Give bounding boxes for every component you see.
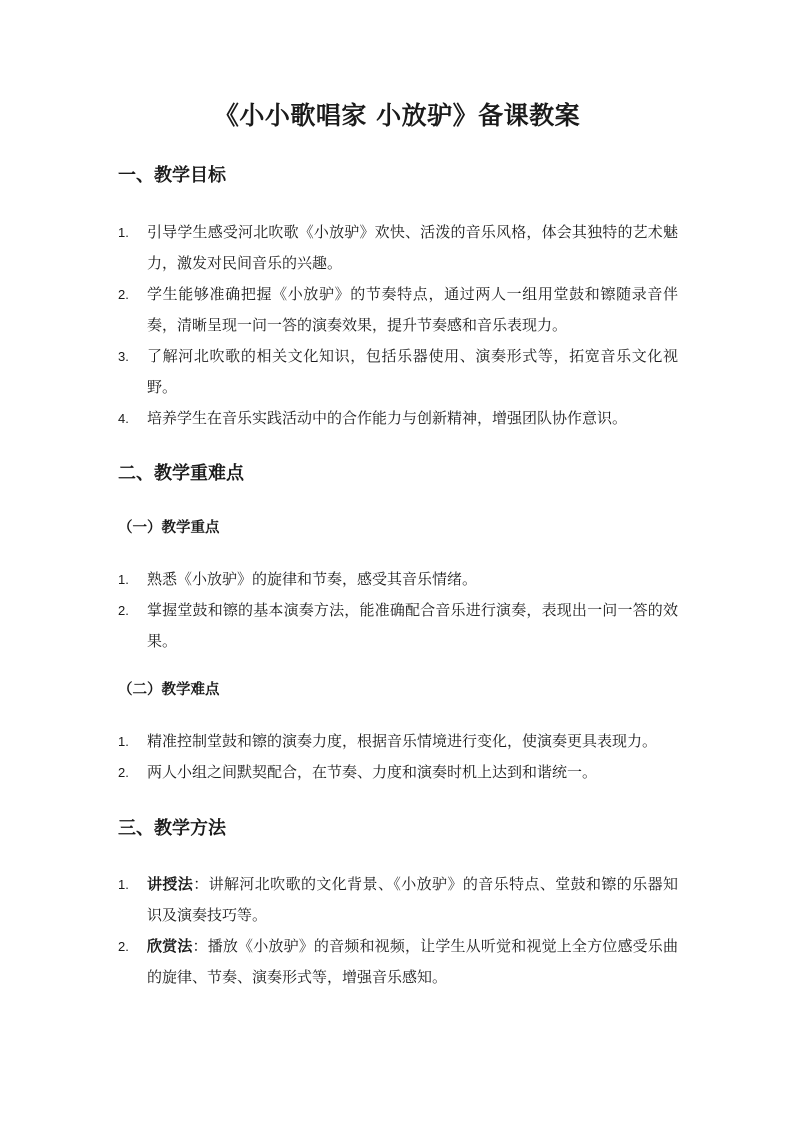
list-number: 3. (118, 349, 129, 364)
list-item-text: 培养学生在音乐实践活动中的合作能力与创新精神，增强团队协作意识。 (147, 409, 628, 427)
section-heading-key-points: 二、教学重难点 (118, 463, 244, 484)
list-item (118, 757, 678, 788)
list-item (118, 564, 678, 595)
list-number: 1. (118, 225, 129, 240)
method-name: 讲授法 (147, 875, 194, 893)
list-item (118, 595, 678, 657)
list-item-text: 掌握堂鼓和镲的基本演奏方法，能准确配合音乐进行演奏，表现出一问一答的效果。 (147, 601, 678, 650)
list-item (118, 869, 678, 931)
subsection-heading-key-points: （一）教学重点 (118, 520, 220, 536)
list-item-text: ：播放《小放驴》的音频和视频，让学生从听觉和视觉上全方位感受乐曲的旋律、节奏、演奏形式等，增强音乐感知。 (147, 937, 678, 986)
list-item (118, 279, 678, 341)
list-item-text: ：讲解河北吹歌的文化背景、《小放驴》的音乐特点、堂鼓和镲的乐器知识及演奏技巧等。 (147, 875, 678, 924)
list-item-text: 引导学生感受河北吹歌《小放驴》欢快、活泼的音乐风格，体会其独特的艺术魅力，激发对民间音乐的兴趣。 (147, 223, 678, 272)
difficulties-list (118, 726, 678, 788)
section-heading-methods: 三、教学方法 (118, 818, 226, 839)
list-item (118, 726, 678, 757)
list-item-text: 两人小组之间默契配合，在节奏、力度和演奏时机上达到和谐统一。 (147, 763, 598, 781)
section-heading-objectives: 一、教学目标 (118, 165, 226, 186)
key-points-list (118, 564, 678, 657)
list-number: 1. (118, 734, 129, 749)
list-number: 2. (118, 603, 129, 618)
list-item-text: 了解河北吹歌的相关文化知识，包括乐器使用、演奏形式等，拓宽音乐文化视野。 (147, 347, 678, 396)
list-item-text: 学生能够准确把握《小放驴》的节奏特点，通过两人一组用堂鼓和镲随录音伴奏，清晰呈现一问一答的演奏效果，提升节奏感和音乐表现力。 (147, 285, 678, 334)
list-item-text: 熟悉《小放驴》的旋律和节奏，感受其音乐情绪。 (147, 570, 478, 588)
list-number: 2. (118, 939, 129, 954)
list-item (118, 217, 678, 279)
list-number: 2. (118, 765, 129, 780)
list-item (118, 341, 678, 403)
objectives-list (118, 217, 678, 434)
methods-list (118, 869, 678, 993)
list-item (118, 403, 678, 434)
list-number: 4. (118, 411, 129, 426)
method-name: 欣赏法 (147, 937, 193, 955)
list-number: 1. (118, 572, 129, 587)
list-number: 1. (118, 877, 129, 892)
list-number: 2. (118, 287, 129, 302)
subsection-heading-difficulties: （二）教学难点 (118, 682, 220, 698)
list-item (118, 931, 678, 993)
document-title: 《小小歌唱家 小放驴》备课教案 (213, 101, 581, 130)
list-item-text: 精准控制堂鼓和镲的演奏力度，根据音乐情境进行变化，使演奏更具表现力。 (147, 732, 658, 750)
